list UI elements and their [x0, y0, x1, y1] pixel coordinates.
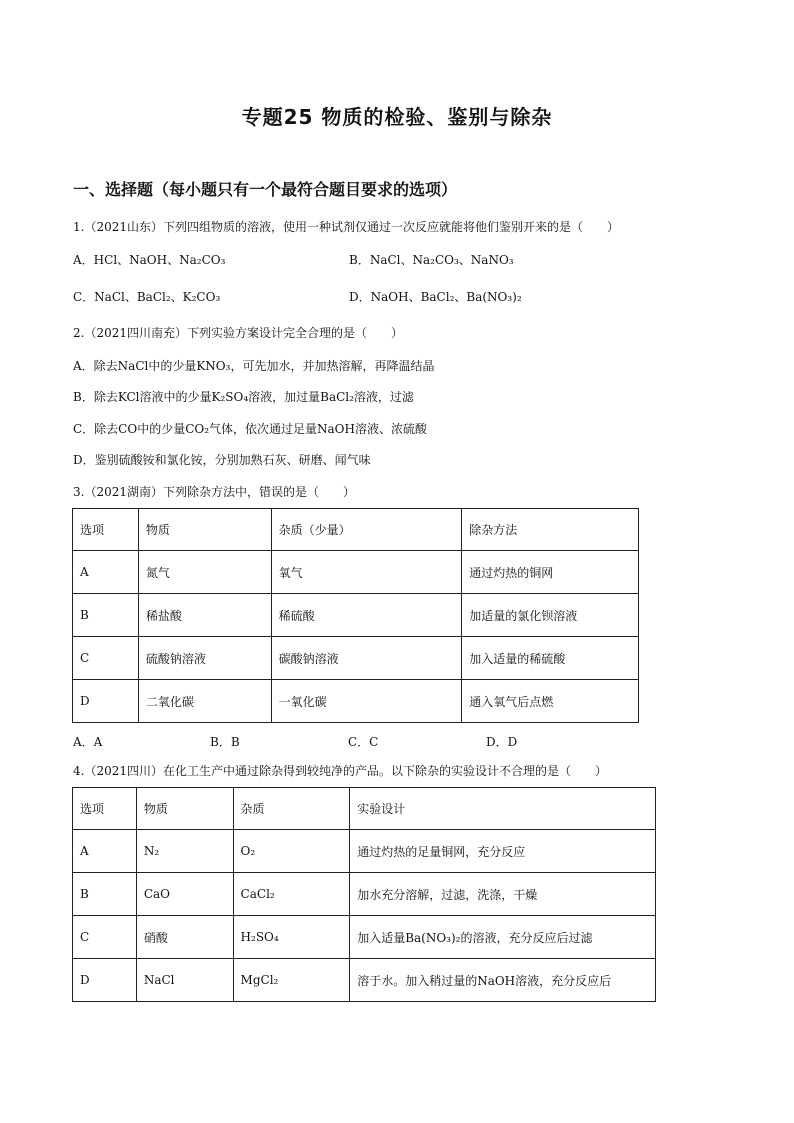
table-cell: 溶于水。加入稍过量的NaOH溶液，充分反应后 — [350, 959, 656, 1002]
question-2-stem: 2.（2021四川南充）下列实验方案设计完全合理的是（ ） — [73, 326, 403, 340]
table-cell: 一氧化碳 — [271, 680, 462, 723]
table-cell: B — [73, 873, 137, 916]
table-cell: D — [73, 959, 137, 1002]
table-header-cell: 物质 — [138, 509, 271, 551]
table-cell: 通入氧气后点燃 — [462, 680, 639, 723]
q2-option-d: D．鉴别硫酸铵和氯化铵，分别加熟石灰、研磨、闻气味 — [73, 453, 371, 467]
table-cell: 氧气 — [271, 551, 462, 594]
table-cell: 加水充分溶解，过滤，洗涤，干燥 — [350, 873, 656, 916]
table-row — [73, 916, 656, 959]
table-row — [73, 637, 639, 680]
table-cell: 硝酸 — [136, 916, 233, 959]
q2-option-b: B．除去KCl溶液中的少量K₂SO₄溶液，加过量BaCl₂溶液，过滤 — [73, 390, 414, 404]
q2-option-c: C．除去CO中的少量CO₂气体，依次通过足量NaOH溶液、浓硫酸 — [73, 422, 427, 436]
table-row — [73, 830, 656, 873]
q3-answer-b: B．B — [210, 735, 240, 749]
table-header-cell: 除杂方法 — [462, 509, 639, 551]
q4-table — [72, 787, 656, 1002]
q1-option-c: C．NaCl、BaCl₂、K₂CO₃ — [73, 290, 221, 304]
table-cell: A — [73, 830, 137, 873]
table-header-row — [73, 509, 639, 551]
table-cell: 加适量的氯化钡溶液 — [462, 594, 639, 637]
table-row — [73, 551, 639, 594]
table-header-cell: 实验设计 — [350, 788, 656, 830]
q2-option-a: A．除去NaCl中的少量KNO₃，可先加水，并加热溶解，再降温结晶 — [73, 359, 435, 373]
q1-option-b: B．NaCl、Na₂CO₃、NaNO₃ — [349, 253, 514, 267]
q3-table — [72, 508, 639, 723]
table-row — [73, 873, 656, 916]
table-header-row — [73, 788, 656, 830]
q3-answer-a: A．A — [73, 735, 103, 749]
table-cell: 加入适量的稀硫酸 — [462, 637, 639, 680]
table-cell: 通过灼热的足量铜网，充分反应 — [350, 830, 656, 873]
table-cell: NaCl — [136, 959, 233, 1002]
question-1-stem: 1.（2021山东）下列四组物质的溶液，使用一种试剂仅通过一次反应就能将他们鉴别开来的是（ ） — [73, 220, 619, 234]
table-row — [73, 959, 656, 1002]
table-row — [73, 680, 639, 723]
table-cell: 硫酸钠溶液 — [138, 637, 271, 680]
q3-answer-d: D．D — [486, 735, 518, 749]
page-title: 专题25 物质的检验、鉴别与除杂 — [241, 105, 553, 129]
table-cell: 稀盐酸 — [138, 594, 271, 637]
table-cell: CaCl₂ — [233, 873, 350, 916]
table-cell: 氮气 — [138, 551, 271, 594]
table-cell: H₂SO₄ — [233, 916, 350, 959]
table-cell: C — [73, 916, 137, 959]
q1-option-a: A．HCl、NaOH、Na₂CO₃ — [73, 253, 226, 267]
table-cell: MgCl₂ — [233, 959, 350, 1002]
table-row — [73, 594, 639, 637]
table-cell: 通过灼热的铜网 — [462, 551, 639, 594]
table-cell: D — [73, 680, 139, 723]
table-cell: 碳酸钠溶液 — [271, 637, 462, 680]
table-cell: A — [73, 551, 139, 594]
table-cell: B — [73, 594, 139, 637]
q1-option-d: D．NaOH、BaCl₂、Ba(NO₃)₂ — [349, 290, 522, 304]
question-4-stem: 4.（2021四川）在化工生产中通过除杂得到较纯净的产品。以下除杂的实验设计不合理的是（ ） — [73, 764, 607, 778]
table-cell: C — [73, 637, 139, 680]
table-cell: 二氧化碳 — [138, 680, 271, 723]
question-3-stem: 3.（2021湖南）下列除杂方法中，错误的是（ ） — [73, 485, 355, 499]
table-header-cell: 杂质（少量） — [271, 509, 462, 551]
table-cell: 加入适量Ba(NO₃)₂的溶液，充分反应后过滤 — [350, 916, 656, 959]
table-cell: 稀硫酸 — [271, 594, 462, 637]
table-cell: O₂ — [233, 830, 350, 873]
table-cell: N₂ — [136, 830, 233, 873]
table-header-cell: 物质 — [136, 788, 233, 830]
table-header-cell: 选项 — [73, 788, 137, 830]
table-header-cell: 杂质 — [233, 788, 350, 830]
table-header-cell: 选项 — [73, 509, 139, 551]
q3-answer-c: C．C — [348, 735, 379, 749]
section-heading: 一、选择题（每小题只有一个最符合题目要求的选项） — [73, 180, 458, 199]
table-cell: CaO — [136, 873, 233, 916]
